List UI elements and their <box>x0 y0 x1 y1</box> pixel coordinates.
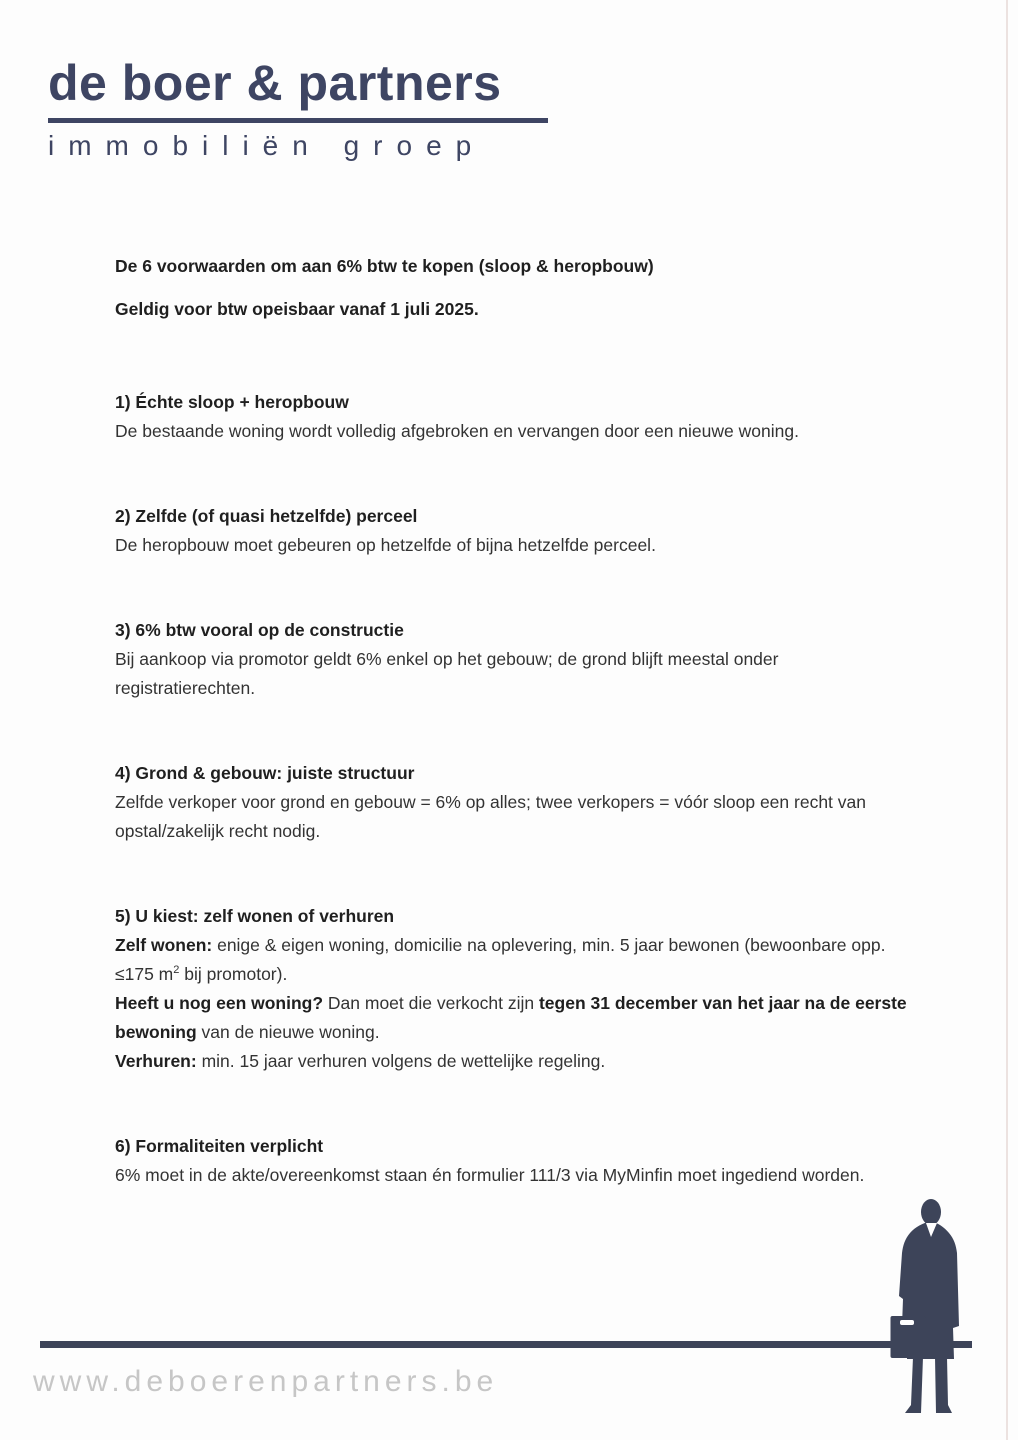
document-section <box>115 502 910 560</box>
document-section <box>115 388 910 446</box>
section-heading: 1) Échte sloop + heropbouw <box>115 392 349 412</box>
document-title: De 6 voorwaarden om aan 6% btw te kopen (sloop & heropbouw) <box>115 256 654 276</box>
section-heading: 6) Formaliteiten verplicht <box>115 1136 324 1156</box>
text-run: Bij aankoop via promotor geldt 6% enkel op het gebouw; de grond blijft meestal onder registratierechten. <box>115 649 779 698</box>
section-paragraph <box>115 531 910 560</box>
text-run: 6% moet in de akte/overeenkomst staan én formulier 111/3 via MyMinfin moet ingediend worden. <box>115 1165 865 1185</box>
document-section <box>115 1132 910 1190</box>
section-paragraph <box>115 1047 910 1076</box>
bold-run: Zelf wonen: <box>115 935 213 955</box>
logo-subtitle: immobiliën groep <box>48 130 486 161</box>
document-section <box>115 759 910 846</box>
text-run: enige & eigen woning, domicilie na oplevering, min. 5 jaar bewonen (bewoonbare opp. ≤175 m <box>115 935 886 984</box>
bold-run: tegen 31 december van het jaar na de eerste bewoning <box>115 993 907 1042</box>
section-paragraph <box>115 1161 910 1190</box>
section-paragraph <box>115 645 910 703</box>
section-paragraph <box>115 417 910 446</box>
footer-divider <box>40 1341 972 1348</box>
text-run: Dan moet die verkocht zijn <box>323 993 539 1013</box>
bold-run: Verhuren: <box>115 1051 197 1071</box>
logo-divider <box>48 118 548 123</box>
text-run: De bestaande woning wordt volledig afgebroken en vervangen door een nieuwe woning. <box>115 421 799 441</box>
section-heading: 3) 6% btw vooral op de constructie <box>115 620 404 640</box>
document-subtitle: Geldig voor btw opeisbaar vanaf 1 juli 2025. <box>115 299 479 319</box>
section-paragraph <box>115 989 910 1047</box>
text-run: Zelfde verkoper voor grond en gebouw = 6% op alles; twee verkopers = vóór sloop een recht van opstal/zakelijk recht nodig. <box>115 792 866 841</box>
businessman-silhouette-icon <box>890 1197 964 1429</box>
website-url: www.deboerenpartners.be <box>33 1365 499 1398</box>
document-section <box>115 616 910 703</box>
text-run: van de nieuwe woning. <box>196 1022 380 1042</box>
logo-wordmark: de boer & partners <box>48 55 502 111</box>
text-run: De heropbouw moet gebeuren op hetzelfde of bijna hetzelfde perceel. <box>115 535 656 555</box>
section-paragraph <box>115 931 910 989</box>
section-heading: 2) Zelfde (of quasi hetzelfde) perceel <box>115 506 418 526</box>
superscript-run: 2 <box>173 964 180 977</box>
document-section <box>115 902 910 1076</box>
scan-edge-artifact <box>1006 0 1008 1440</box>
section-paragraph <box>115 788 910 846</box>
section-heading: 5) U kiest: zelf wonen of verhuren <box>115 906 395 926</box>
section-heading: 4) Grond & gebouw: juiste structuur <box>115 763 415 783</box>
document-body <box>115 252 910 1246</box>
text-run: min. 15 jaar verhuren volgens de wettelijke regeling. <box>196 1051 606 1071</box>
bold-run: Heeft u nog een woning? <box>115 993 324 1013</box>
company-logo <box>48 56 550 162</box>
text-run: bij promotor). <box>179 964 288 984</box>
sections-container <box>115 388 910 1190</box>
